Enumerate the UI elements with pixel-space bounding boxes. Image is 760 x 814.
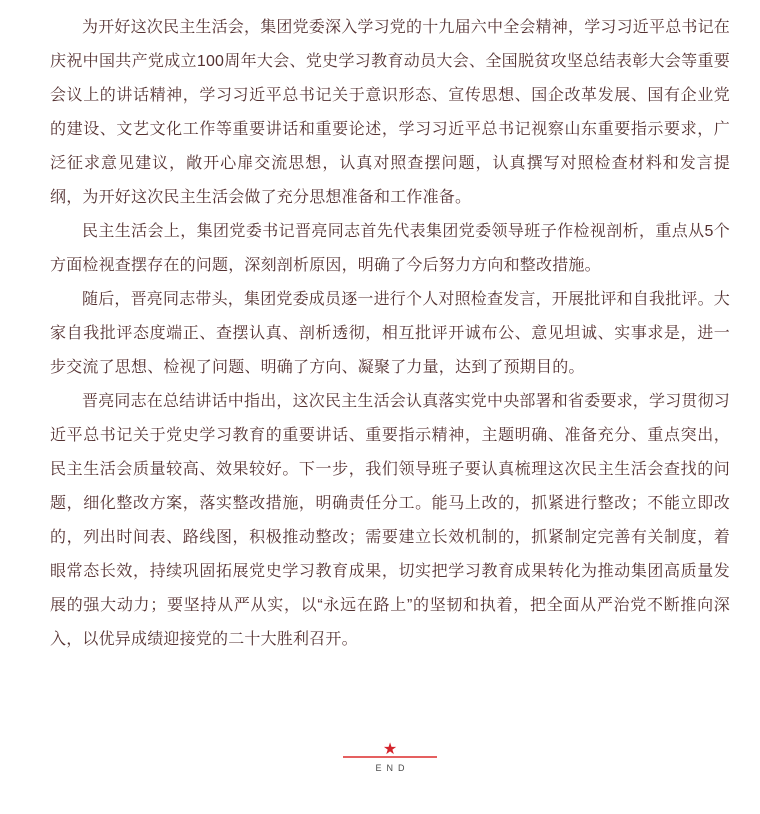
article-paragraph: 随后，晋亮同志带头，集团党委成员逐一进行个人对照检查发言，开展批评和自我批评。大家自我批评态度端正、查摆认真、剖析透彻，相互批评开诚布公、意见坦诚、实事求是，进一步交流了思想、检视了问题、明确了方向、凝聚了力量，达到了预期目的。 (50, 291, 731, 376)
red-star-icon: ★ (382, 741, 398, 758)
article-paragraph: 民主生活会上，集团党委书记晋亮同志首先代表集团党委领导班子作检视剖析，重点从5个方面检视查摆存在的问题，深刻剖析原因，明确了今后努力方向和整改措施。 (50, 223, 730, 274)
article-paragraph: 晋亮同志在总结讲话中指出，这次民主生活会认真落实党中央部署和省委要求，学习贯彻习近平总书记关于党史学习教育的重要讲话、重要指示精神，主题明确、准备充分、重点突出，民主生活会质量较高、效果较好。下一步，我们领导班子要认真梳理这次民主生活会查找的问题，细化整改方案，落实整改措施，明确责任分工。能马上改的，抓紧进行整改；不能立即改的，列出时间表、路线图，积极推动整改；需要建立长效机制的，抓紧制定完善有关制度，着眼常态长效，持续巩固拓展党史学习教育成果，切实把学习教育成果转化为推动集团高质量发展的强大动力；要坚持从严从实，以“永远在路上”的坚韧和执着，把全面从严治党不断推向深入，以优异成绩迎接党的二十大胜利召开。 (50, 393, 731, 648)
end-divider (50, 743, 730, 773)
divider-line (343, 756, 437, 758)
article-paragraph: 为开好这次民主生活会，集团党委深入学习党的十九届六中全会精神，学习习近平总书记在庆祝中国共产党成立100周年大会、党史学习教育动员大会、全国脱贫攻坚总结表彰大会等重要会议上的讲话精神，学习习近平总书记关于意识形态、宣传思想、国企改革发展、国有企业党的建设、文艺文化工作等重要讲话和重要论述，学习习近平总书记视察山东重要指示要求，广泛征求意见建议，敞开心扉交流思想，认真对照查摆问题，认真撰写对照检查材料和发言提纲，为开好这次民主生活会做了充分思想准备和工作准备。 (50, 19, 731, 206)
article-body (50, 11, 730, 657)
end-label: END (375, 763, 410, 773)
